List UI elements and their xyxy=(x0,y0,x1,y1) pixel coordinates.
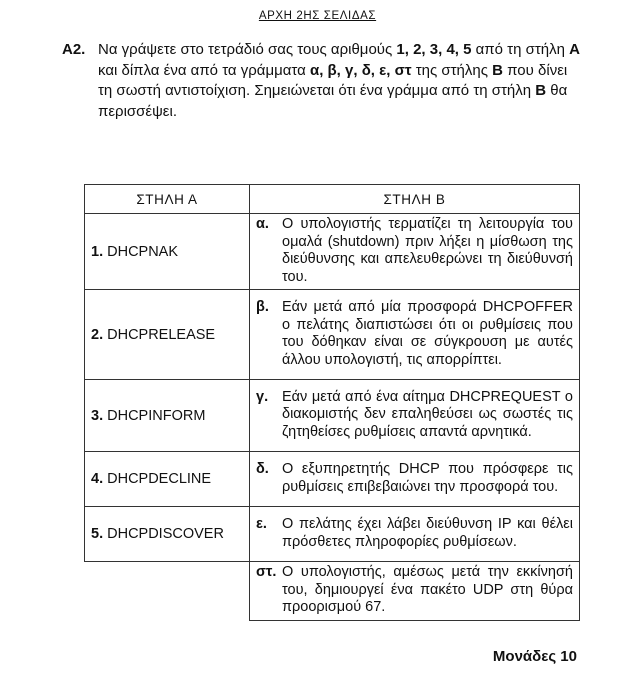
question-text-part: Να γράψετε στο τετράδιό σας τους αριθμούς xyxy=(98,41,397,58)
item-term: DHCPNAK xyxy=(107,243,179,260)
table-row xyxy=(85,214,580,290)
matching-table xyxy=(84,184,580,621)
item-description: Εάν μετά από μία προσφορά DHCPOFFER ο πελάτης διαπιστώσει ότι οι ρυθμίσεις που του δόθηκαν είναι σε σύγκρουση με αυτές άλλου υπολογιστή, τις απορρίπτει. xyxy=(282,299,573,368)
item-letter: α. xyxy=(256,216,269,232)
item-description: Ο πελάτης έχει λάβει διεύθυνση IP και θέλει πρόσθετες πληροφορίες ρυθμίσεων. xyxy=(282,516,573,550)
question-text-part: που δίνει τη σωστή αντιστοίχιση. Σημειώνεται ότι ένα γράμμα από τη στήλη xyxy=(98,61,568,99)
question-block xyxy=(62,40,582,122)
item-number: 4. xyxy=(91,471,104,487)
item-term: DHCPDISCOVER xyxy=(107,526,224,542)
points-label: Μονάδες 10 xyxy=(492,648,577,665)
column-a-cell xyxy=(85,452,250,507)
page-header xyxy=(0,10,635,22)
table-header-row xyxy=(85,185,580,214)
table-row xyxy=(85,452,580,507)
question-text-bold: Α xyxy=(569,41,580,58)
item-number: 3. xyxy=(91,407,104,424)
item-letter: δ. xyxy=(256,461,269,477)
column-a-cell xyxy=(85,380,250,452)
column-a-cell xyxy=(85,214,250,290)
item-term: DHCPINFORM xyxy=(107,407,206,424)
column-a-cell xyxy=(85,290,250,380)
question-text-part: θα περισσέψει. xyxy=(98,82,568,120)
item-description: Εάν μετά από ένα αίτημα DHCPREQUEST ο διακομιστής δεν επαληθεύσει ως σωστές τις ζητηθείσες ρυθμίσεις απαντά αρνητικά. xyxy=(282,388,573,440)
table-row-extra xyxy=(85,562,580,621)
item-description: Ο υπολογιστής τερματίζει τη λειτουργία του ομαλά (shutdown) πριν λήξει η μίσθωση της διεύθυνσης και απελευθερώνει τη διεύθυνσή του. xyxy=(282,216,573,285)
item-description: Ο υπολογιστής, αμέσως μετά την εκκίνησή του, δημιουργεί ένα πακέτο UDP στη θύρα προορισμού 67. xyxy=(282,564,573,615)
question-text-bold: α, β, γ, δ, ε, στ xyxy=(309,61,412,79)
question-number: Α2. xyxy=(62,41,86,58)
question-text-bold: 1, 2, 3, 4, 5 xyxy=(396,41,472,58)
page-header-title: ΑΡΧΗ 2ΗΣ ΣΕΛΙΔΑΣ xyxy=(258,10,377,22)
column-b-cell xyxy=(250,507,580,562)
item-letter: στ. xyxy=(256,564,277,580)
item-letter: β. xyxy=(256,299,269,315)
column-a-header: ΣΤΗΛΗ Α xyxy=(85,185,250,214)
question-text xyxy=(98,40,582,122)
question-text-bold: Β xyxy=(535,82,547,99)
column-a-cell xyxy=(85,507,250,562)
table-row xyxy=(85,507,580,562)
column-b-cell xyxy=(250,380,580,452)
column-b-header: ΣΤΗΛΗ Β xyxy=(250,185,580,214)
item-number: 1. xyxy=(91,243,104,260)
question-text-bold: Β xyxy=(492,61,503,79)
column-b-cell xyxy=(250,290,580,380)
question-text-part: της στήλης xyxy=(411,61,493,79)
item-letter: γ. xyxy=(256,388,269,405)
column-b-cell xyxy=(250,214,580,290)
table-row xyxy=(85,290,580,380)
item-number: 2. xyxy=(91,326,104,343)
item-number: 5. xyxy=(91,526,104,542)
column-b-cell xyxy=(250,562,580,621)
column-a-empty-cell xyxy=(85,562,250,621)
column-b-cell xyxy=(250,452,580,507)
item-term: DHCPRELEASE xyxy=(107,326,216,343)
item-term: DHCPDECLINE xyxy=(107,471,212,487)
question-text-part: και δίπλα ένα από τα γράμματα xyxy=(98,61,310,79)
table-row xyxy=(85,380,580,452)
question-text-part: από τη στήλη xyxy=(471,41,570,58)
item-description: Ο εξυπηρετητής DHCP που πρόσφερε τις ρυθμίσεις επιβεβαιώνει την προσφορά του. xyxy=(282,461,573,495)
item-letter: ε. xyxy=(256,516,267,532)
